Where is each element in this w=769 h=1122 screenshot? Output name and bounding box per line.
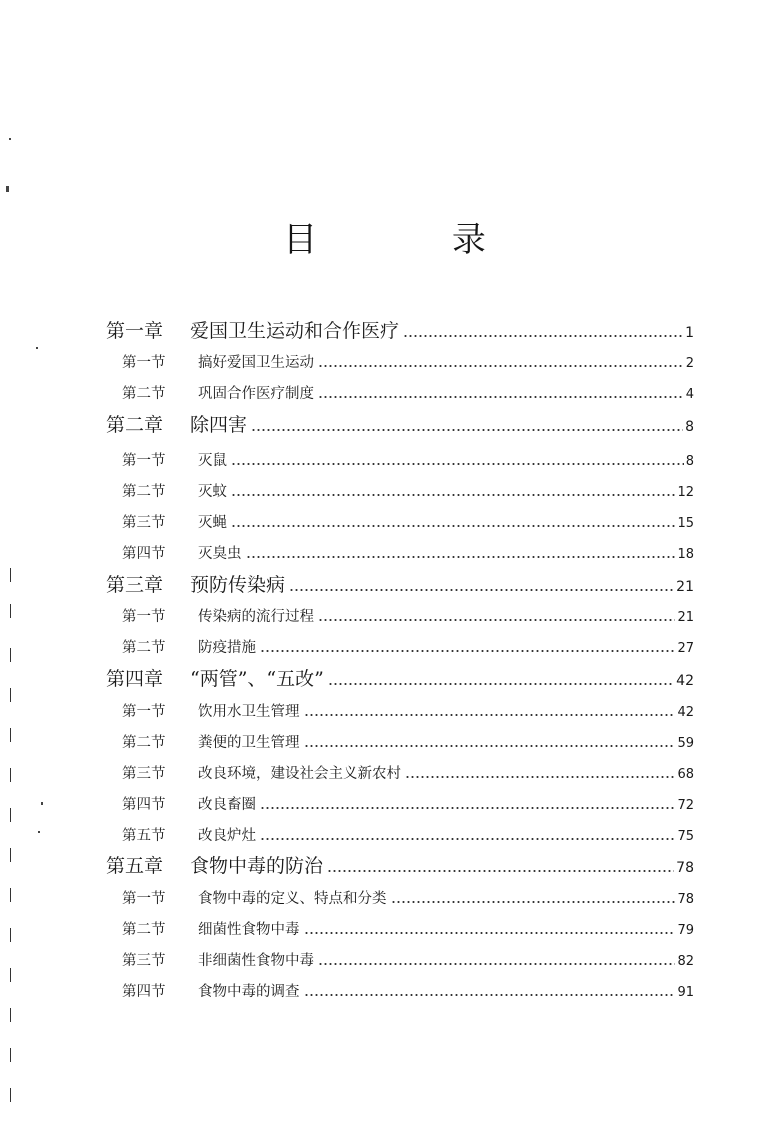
scan-artifact-mark: [10, 604, 11, 618]
toc-label: 第三节: [122, 953, 166, 969]
toc-title: 食物中毒的防治: [190, 855, 324, 877]
dot-leader: [260, 650, 675, 652]
toc-section-5-4[interactable]: [122, 980, 694, 1001]
toc-title: “两管”、“五改”: [190, 668, 324, 690]
toc-page-number: 78: [676, 860, 694, 876]
dot-leader: [304, 745, 676, 747]
toc-title: 灭臭虫: [198, 546, 242, 562]
dot-leader: [328, 683, 674, 685]
dot-leader: [260, 807, 675, 809]
toc-title: 传染病的流行过程: [198, 609, 314, 625]
toc-title: 食物中毒的定义、特点和分类: [198, 891, 387, 907]
toc-title: 搞好爱国卫生运动: [198, 355, 314, 371]
toc-title: 灭鼠: [198, 453, 227, 469]
toc-section-2-4[interactable]: [122, 542, 694, 563]
toc-label: 第一章: [106, 320, 164, 342]
scan-artifact-mark: [10, 648, 11, 662]
toc-page-number: 75: [677, 829, 694, 844]
toc-title: 除四害: [190, 414, 248, 436]
scan-artifact-mark: [10, 1048, 11, 1062]
toc-chapter-4[interactable]: [106, 664, 694, 691]
toc-page-number: 21: [676, 579, 694, 595]
dot-leader: [403, 335, 683, 337]
toc-label: 第五节: [122, 828, 166, 844]
toc-label: 第四节: [122, 984, 166, 1000]
toc-title: 预防传染病: [190, 574, 286, 596]
toc-title: 改良环境，建设社会主义新农村: [198, 766, 401, 782]
toc-page-number: 4: [685, 387, 694, 402]
toc-title: 饮用水卫生管理: [198, 704, 300, 720]
toc-label: 第二章: [106, 414, 164, 436]
dot-leader: [260, 838, 675, 840]
toc-label: 第二节: [122, 386, 166, 402]
toc-section-2-2[interactable]: [122, 480, 694, 501]
toc-page-number: 15: [677, 516, 694, 531]
scan-artifact-mark: [10, 728, 11, 742]
dot-leader: [304, 994, 676, 996]
scan-artifact-mark: [10, 688, 11, 702]
toc-page-number: 18: [677, 547, 694, 562]
dot-leader: [304, 714, 676, 716]
toc-section-3-1[interactable]: [122, 605, 694, 626]
toc-label: 第一节: [122, 453, 166, 469]
toc-section-2-3[interactable]: [122, 511, 694, 532]
toc-title: 非细菌性食物中毒: [198, 953, 314, 969]
toc-section-4-5[interactable]: [122, 824, 694, 845]
dot-leader: [318, 963, 675, 965]
toc-chapter-2[interactable]: [106, 410, 694, 437]
toc-section-3-2[interactable]: [122, 636, 694, 657]
toc-section-2-1[interactable]: [122, 449, 694, 470]
dot-leader: [304, 932, 676, 934]
toc-label: 第一节: [122, 355, 166, 371]
toc-label: 第三章: [106, 574, 164, 596]
toc-page-number: 12: [677, 485, 694, 500]
toc-title: 食物中毒的调查: [198, 984, 300, 1000]
dot-leader: [318, 396, 684, 398]
dot-leader: [391, 901, 676, 903]
toc-section-4-4[interactable]: [122, 793, 694, 814]
toc-title: 改良畜圈: [198, 797, 256, 813]
toc-title: 巩固合作医疗制度: [198, 386, 314, 402]
toc-page-number: 68: [677, 767, 694, 782]
scan-speck: [38, 831, 40, 833]
scan-speck: [9, 138, 11, 140]
toc-label: 第四章: [106, 668, 164, 690]
toc-section-5-1[interactable]: [122, 887, 694, 908]
scan-artifact-mark: [10, 1008, 11, 1022]
toc-page-number: 82: [677, 954, 694, 969]
toc-label: 第四节: [122, 797, 166, 813]
toc-label: 第二节: [122, 922, 166, 938]
dot-leader: [231, 494, 675, 496]
toc-chapter-3[interactable]: [106, 570, 694, 597]
toc-label: 第二节: [122, 484, 166, 500]
toc-title: 灭蝇: [198, 515, 227, 531]
toc-section-1-2[interactable]: [122, 382, 694, 403]
dot-leader: [231, 463, 684, 465]
scan-artifact-mark: [10, 928, 11, 942]
scan-speck: [36, 347, 38, 349]
scan-artifact-mark: [10, 888, 11, 902]
toc-page-number: 8: [685, 419, 694, 435]
toc-section-5-2[interactable]: [122, 918, 694, 939]
toc-chapter-5[interactable]: [106, 851, 694, 878]
toc-section-4-1[interactable]: [122, 700, 694, 721]
toc-page-number: 2: [685, 356, 694, 371]
dot-leader: [327, 870, 674, 872]
dot-leader: [318, 619, 675, 621]
toc-label: 第一节: [122, 891, 166, 907]
dot-leader: [405, 776, 675, 778]
toc-section-4-2[interactable]: [122, 731, 694, 752]
dot-leader: [289, 589, 674, 591]
toc-title: 细菌性食物中毒: [198, 922, 300, 938]
toc-label: 第二节: [122, 735, 166, 751]
toc-page-number: 42: [676, 673, 694, 689]
toc-label: 第三节: [122, 766, 166, 782]
dot-leader: [231, 525, 675, 527]
scan-artifact-mark: [10, 568, 11, 582]
toc-label: 第四节: [122, 546, 166, 562]
toc-title: 爱国卫生运动和合作医疗: [190, 320, 400, 342]
scan-artifact-mark: [10, 1088, 11, 1102]
toc-title: 粪便的卫生管理: [198, 735, 300, 751]
toc-page-number: 21: [677, 610, 694, 625]
toc-section-5-3[interactable]: [122, 949, 694, 970]
toc-section-1-1[interactable]: [122, 351, 694, 372]
toc-label: 第一节: [122, 704, 166, 720]
toc-chapter-1[interactable]: [106, 316, 694, 343]
dot-leader: [251, 429, 683, 431]
toc-title: 改良炉灶: [198, 828, 256, 844]
page-title: 目 录: [283, 220, 548, 260]
toc-label: 第五章: [106, 855, 164, 877]
toc-page-number: 8: [685, 454, 694, 469]
toc-section-4-3[interactable]: [122, 762, 694, 783]
toc-page-number: 91: [677, 985, 694, 1000]
scan-speck: [6, 186, 9, 192]
dot-leader: [318, 365, 684, 367]
toc-page-number: 79: [677, 923, 694, 938]
toc-page-number: 1: [685, 325, 694, 341]
toc-label: 第二节: [122, 640, 166, 656]
dot-leader: [246, 556, 676, 558]
toc-label: 第一节: [122, 609, 166, 625]
scan-artifact-mark: [10, 808, 11, 822]
toc-label: 第三节: [122, 515, 166, 531]
toc-title: 灭蚊: [198, 484, 227, 500]
toc-page-number: 78: [677, 892, 694, 907]
scan-artifact-mark: [10, 968, 11, 982]
toc-title: 防疫措施: [198, 640, 256, 656]
scan-artifact-mark: [10, 768, 11, 782]
toc-page-number: 72: [677, 798, 694, 813]
toc-page-number: 59: [677, 736, 694, 751]
scan-artifact-mark: [10, 848, 11, 862]
toc-page-number: 27: [677, 641, 694, 656]
toc-page-number: 42: [677, 705, 694, 720]
scan-speck: [41, 802, 43, 805]
